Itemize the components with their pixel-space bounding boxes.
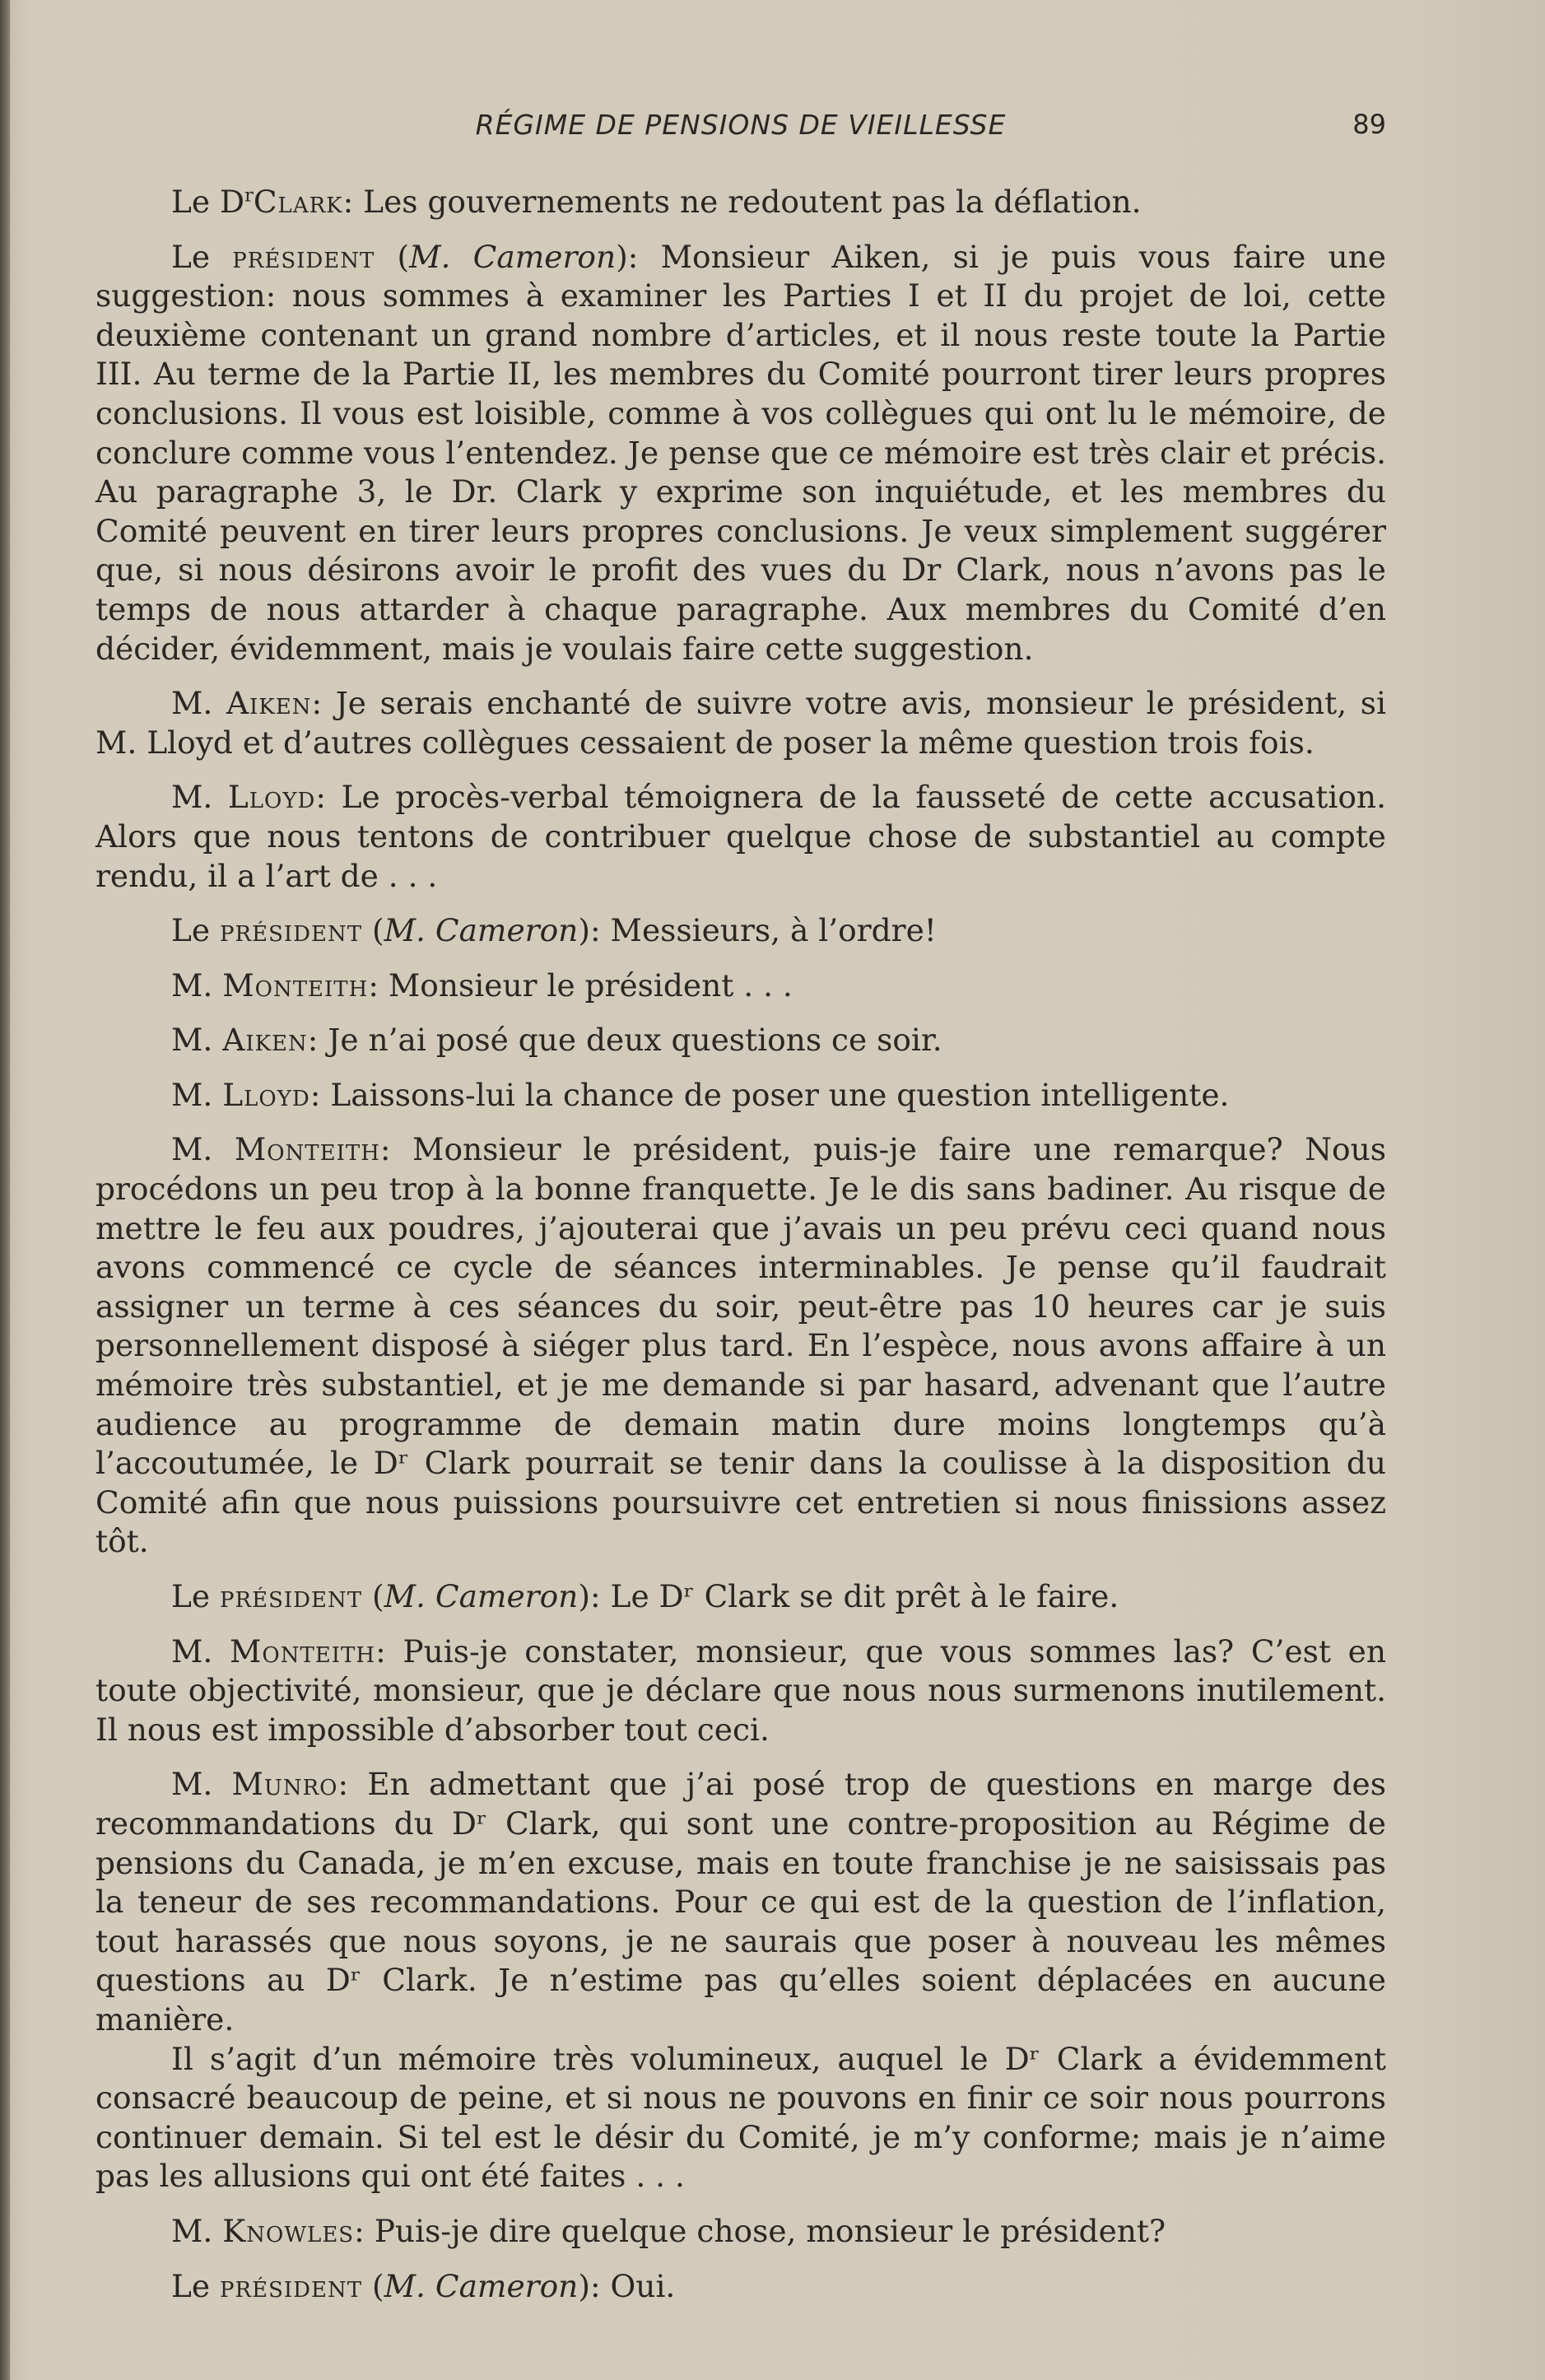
speaker-separator: : xyxy=(589,912,611,949)
speech-text: Je serais enchanté de suivre votre avis, monsieur le président, si M. Lloyd et d’autres collègues cessaient de poser la même question trois fois. xyxy=(95,685,1386,761)
speaker-prefix: Le xyxy=(171,2267,221,2304)
speaker-separator: : xyxy=(375,1632,403,1670)
speaker-prefix: M. xyxy=(171,1076,223,1113)
speaker-name: Knowles xyxy=(222,2212,355,2249)
speaker-chair-name: M. Cameron xyxy=(384,2267,579,2304)
speaker-prefix: Le xyxy=(171,238,233,275)
speaker-name: Aiken xyxy=(226,685,312,722)
speech-text: Je n’ai posé que deux questions ce soir. xyxy=(328,1022,942,1059)
speaker-name: Monteith xyxy=(230,1632,376,1670)
speaker-title-superscript: r xyxy=(244,184,254,207)
speaker-prefix: Le xyxy=(171,912,221,949)
transcript-paragraph xyxy=(95,2040,1386,2196)
page-header xyxy=(95,109,1386,150)
transcript-paragraph xyxy=(95,2212,1386,2252)
speaker-prefix: M. xyxy=(171,1131,235,1168)
book-spine-shadow xyxy=(0,0,10,2380)
speaker-separator: : xyxy=(315,779,342,816)
speech-text: Messieurs, à l’ordre! xyxy=(610,912,937,949)
speaker-prefix: M. xyxy=(171,1766,232,1803)
transcript-paragraph: Le président (M. Cameron): Monsieur Aiken, si je puis vous faire une suggestion: nous sommes à examiner les Parties I et II du projet de loi, cette deuxième contenant un grand nombre d’articles, et il nous reste toute la Partie III. Au terme de la Partie II, les membres du Comité pourront tirer leurs propres conclusions. Il vous est loisible, comme à vos collègues qui ont lu le mémoire, de conclure comme vous l’entendez. Je pense que ce mémoire est très clair et précis. Au paragraphe 3, le Dr. Clark y exprime son inquiétude, et les membres du Comité peuvent en tirer leurs propres conclusions. Je veux simplement suggérer que, si nous désirons avoir le profit des vues du Dr Clark, nous n’avons pas le temps de nous attarder à chaque paragraphe. Aux membres du Comité d’en décider, évidemment, mais je voulais faire cette suggestion. xyxy=(95,238,1387,667)
speaker-prefix: Le D xyxy=(171,184,245,220)
speaker-separator: : xyxy=(354,2212,375,2249)
running-title: RÉGIME DE PENSIONS DE VIEILLESSE xyxy=(475,109,1007,141)
speech-text: En admettant que j’ai posé trop de questions en marge des recommandations du Dʳ Clark, qui sont une contre-proposition au Régime de pensions du Canada, je m’en excuse, mais en toute franchise je ne saisissais pas la teneur de ses recommandations. Pour ce qui est de la question de l’inflation, tout harassés que nous soyons, je ne saurais que poser à nouveau les mêmes questions au Dʳ Clark. Je n’estime pas qu’elles soient déplacées en aucune manière. xyxy=(95,1766,1386,2038)
speech-text: Les gouvernements ne redoutent pas la déflation. xyxy=(363,184,1142,220)
speaker-separator: : xyxy=(342,184,364,220)
speaker-separator: : xyxy=(379,1131,413,1168)
speaker-prefix: M. xyxy=(171,966,223,1004)
speaker-chair-name: M. Cameron xyxy=(409,238,617,275)
speaker-chair-name: M. Cameron xyxy=(384,1578,579,1614)
speaker-separator: : xyxy=(589,1578,611,1614)
speaker-prefix: M. xyxy=(171,1632,230,1670)
speaker-name: Monteith xyxy=(234,1131,380,1168)
speaker-separator: : xyxy=(589,2267,611,2304)
speaker-name: Aiken xyxy=(222,1022,308,1059)
speaker-name: Clark xyxy=(253,184,343,220)
speaker-separator: : xyxy=(627,238,661,275)
transcript-paragraph xyxy=(95,684,1386,762)
speech-text: Monsieur le président, puis-je faire une remarque? Nous procédons un peu trop à la bonne franquette. Je le dis sans badiner. Au risque de mettre le feu aux poudres, j’ajouterai que j’avais un peu prévu ceci quand nous avons commencé ce cycle de séances interminables. Je pense qu’il faudrait assigner un terme à ces séances du soir, peut-être pas 10 heures car je suis personnellement disposé à siéger plus tard. En l’espèce, nous avons affaire à un mémoire très substantiel, et je me demande si par hasard, advenant que l’autre audience au programme de demain matin dure moins longtemps qu’à l’accoutumée, le Dʳ Clark pourrait se tenir dans la coulisse à la disposition du Comité afin que nous puissions poursuivre cet entretien si nous finissions assez tôt. xyxy=(95,1131,1386,1560)
speaker-name: président xyxy=(232,238,375,275)
speaker-prefix: M. xyxy=(171,779,228,816)
transcript-paragraph: Le président (M. Cameron): Messieurs, à l’ordre! xyxy=(171,912,937,949)
transcript-paragraph xyxy=(95,1076,1386,1115)
transcript-paragraph xyxy=(95,1130,1386,1562)
speaker-name: Monteith xyxy=(222,966,369,1004)
speaker-name: président xyxy=(220,912,363,949)
speaker-name: président xyxy=(220,1578,363,1614)
speaker-name: Lloyd xyxy=(222,1076,310,1113)
speech-text: Oui. xyxy=(610,2267,676,2304)
speaker-prefix: Le xyxy=(171,1578,221,1614)
speaker-name: président xyxy=(220,2267,363,2304)
speaker-prefix: M. xyxy=(171,2212,223,2249)
speaker-prefix: M. xyxy=(171,1022,223,1059)
speaker-separator: : xyxy=(311,685,336,722)
speech-text: Monsieur le président . . . xyxy=(388,966,793,1004)
speaker-separator: : xyxy=(337,1766,368,1803)
speaker-name: Lloyd xyxy=(227,779,316,816)
transcript-paragraph: Le président (M. Cameron): Oui. xyxy=(171,2267,676,2304)
speech-text: Le Dʳ Clark se dit prêt à le faire. xyxy=(610,1578,1119,1614)
speaker-separator: : xyxy=(309,1076,331,1113)
speaker-separator: : xyxy=(307,1022,328,1059)
transcript-paragraph xyxy=(95,778,1386,896)
transcript-paragraph xyxy=(95,1632,1386,1750)
speech-text: Puis-je dire quelque chose, monsieur le président? xyxy=(374,2212,1166,2249)
transcript-paragraph xyxy=(95,183,1386,222)
transcript-paragraph xyxy=(95,1765,1386,2039)
speaker-separator: : xyxy=(368,966,389,1004)
speaker-name: Munro xyxy=(231,1766,338,1803)
transcript-paragraph xyxy=(95,1021,1386,1060)
speech-text: Le procès-verbal témoignera de la fausseté de cette accusation. Alors que nous tentons de contribuer quelque chose de substantiel au compte rendu, il a l’art de . . . xyxy=(95,779,1386,894)
speech-text: Laissons-lui la chance de poser une question intelligente. xyxy=(330,1076,1230,1113)
speech-text: Il s’agit d’un mémoire très volumineux, auquel le Dʳ Clark a évidemment consacré beaucoup de peine, et si nous ne pouvons en finir ce soir nous pourrons continuer demain. Si tel est le désir du Comité, je m’y conforme; mais je n’aime pas les allusions qui ont été faites . . . xyxy=(95,2040,1386,2195)
transcript-paragraph xyxy=(95,966,1386,1006)
speech-text: Puis-je constater, monsieur, que vous sommes las? C’est en toute objectivité, monsieur, que je déclare que nous nous surmenons inutilement. Il nous est impossible d’absorber tout ceci. xyxy=(95,1632,1386,1748)
transcript-paragraph: Le président (M. Cameron): Le Dʳ Clark se dit prêt à le faire. xyxy=(171,1578,1119,1614)
transcript-body xyxy=(95,183,1386,2322)
speaker-prefix: M. xyxy=(171,685,226,722)
speaker-chair-name: M. Cameron xyxy=(384,912,579,949)
page-number: 89 xyxy=(1352,109,1386,140)
speech-text: Monsieur Aiken, si je puis vous faire une suggestion: nous sommes à examiner les Parties I et II du projet de loi, cette deuxième contenant un grand nombre d’articles, et il nous reste toute la Partie III. Au terme de la Partie II, les membres du Comité pourront tirer leurs propres conclusions. Il vous est loisible, comme à vos collègues qui ont lu le mémoire, de conclure comme vous l’entendez. Je pense que ce mémoire est très clair et précis. Au paragraphe 3, le Dr. Clark y exprime son inquiétude, et les membres du Comité peuvent en tirer leurs propres conclusions. Je veux simplement suggérer que, si nous désirons avoir le profit des vues du Dr Clark, nous n’avons pas le temps de nous attarder à chaque paragraphe. Aux membres du Comité d’en décider, évidemment, mais je voulais faire cette suggestion. xyxy=(95,238,1387,667)
